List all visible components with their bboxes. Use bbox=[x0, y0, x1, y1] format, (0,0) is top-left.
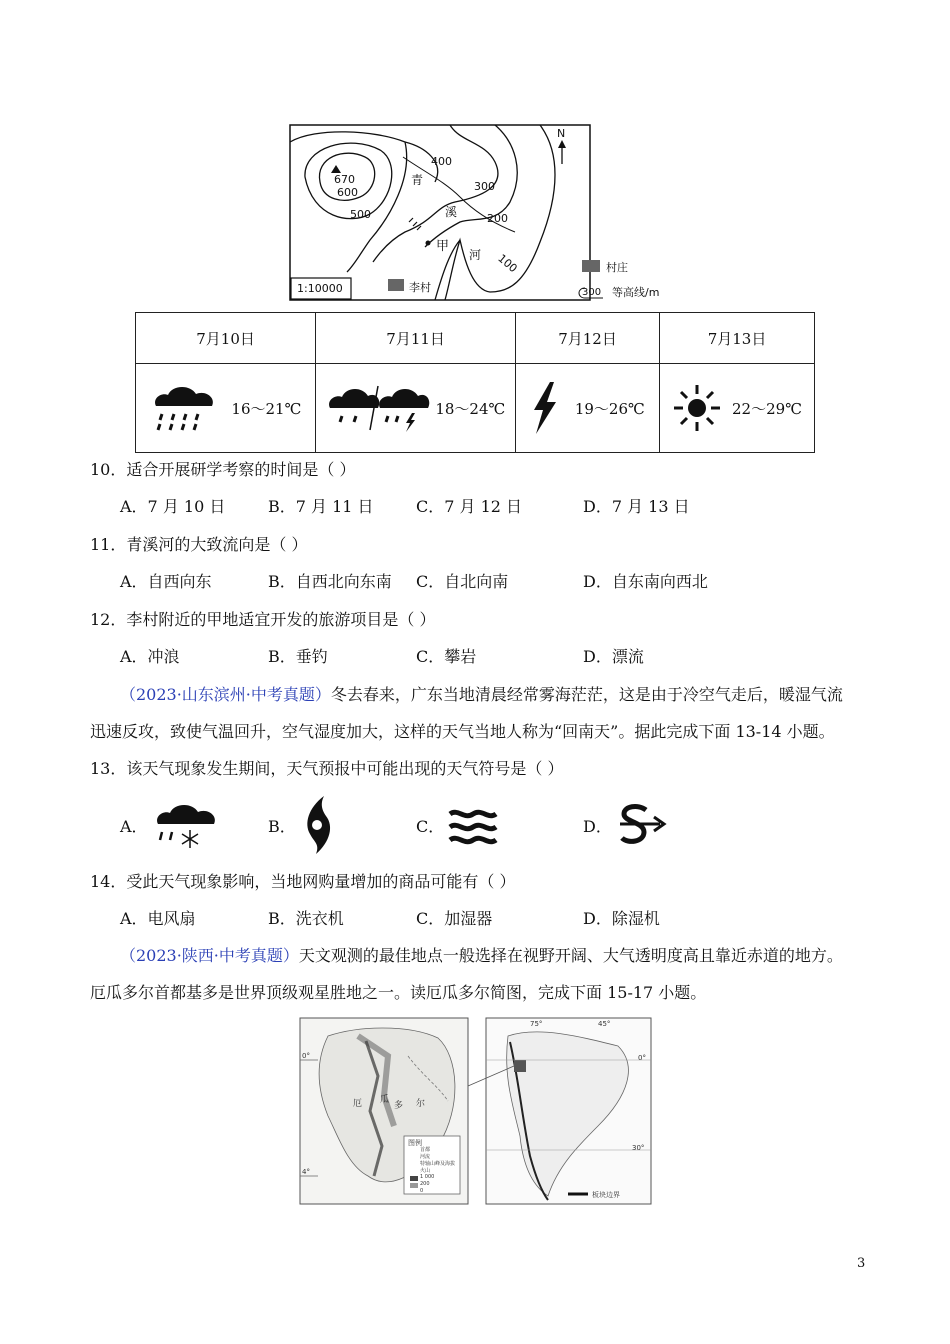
option-b[interactable]: B．7 月 11 日 bbox=[268, 497, 374, 516]
thunderstorm-icon bbox=[326, 382, 430, 434]
legend-height: 200 bbox=[420, 1181, 430, 1187]
legend-height: 1 000 bbox=[420, 1174, 435, 1180]
option-d[interactable]: D．除湿机 bbox=[583, 909, 660, 928]
option-d[interactable]: D．自东南向西北 bbox=[583, 572, 708, 591]
option-d[interactable]: D．7 月 13 日 bbox=[583, 497, 690, 516]
passage-13-14 bbox=[120, 685, 880, 705]
village-name-label: 李村 bbox=[409, 281, 431, 294]
option-b[interactable]: B．自西北向东南 bbox=[268, 572, 392, 591]
date-cell: 7月12日 bbox=[516, 313, 660, 364]
temperature-range: 19～26℃ bbox=[574, 399, 645, 418]
date-cell: 7月10日 bbox=[136, 313, 316, 364]
option-b[interactable]: B．洗衣机 bbox=[268, 909, 344, 928]
passage-line: 冬去春来，广东当地清晨经常雾海茫茫，这是由于冷空气走后，暖湿气流 bbox=[330, 685, 843, 704]
legend-height: 0 bbox=[420, 1188, 424, 1194]
question-10-stem: 10．适合开展研学考察的时间是（ ） bbox=[90, 460, 356, 479]
weather-cell bbox=[516, 364, 660, 453]
date-cell: 7月11日 bbox=[316, 313, 516, 364]
lon-label: 45° bbox=[598, 1020, 611, 1028]
rain-snow-icon bbox=[152, 800, 222, 856]
contour-600-label: 600 bbox=[337, 186, 358, 199]
option-a[interactable]: A．冲浪 bbox=[120, 647, 180, 666]
country-name-char: 多 bbox=[394, 1101, 404, 1111]
rain-icon bbox=[150, 382, 218, 434]
contour-200-label: 200 bbox=[487, 212, 508, 225]
contour-300-label: 300 bbox=[474, 180, 495, 193]
temperature-range: 16～21℃ bbox=[231, 399, 302, 418]
passage-line: 厄瓜多尔首都基多是世界顶级观星胜地之一。读厄瓜多尔简图，完成下面 15-17 小题。 bbox=[90, 983, 707, 1002]
legend-title: 图例 bbox=[408, 1139, 422, 1147]
option-a[interactable]: A． bbox=[120, 817, 148, 836]
passage-line: 天文观测的最佳地点一般选择在视野开阔、大气透明度高且靠近赤道的地方。 bbox=[298, 946, 843, 965]
question-14-stem: 14．受此天气现象影响，当地网购量增加的商品可能有（ ） bbox=[90, 872, 516, 891]
river-name-3: 河 bbox=[469, 248, 482, 262]
river-name-1: 青 bbox=[411, 173, 424, 187]
option-d[interactable]: D．漂流 bbox=[583, 647, 644, 666]
passage-line: 迅速反攻，致使气温回升，空气湿度加大，这样的天气当地人称为“回南天”。据此完成下面 13-14 小题。 bbox=[90, 722, 835, 741]
country-name-char: 厄 bbox=[353, 1099, 363, 1109]
option-b[interactable]: B． bbox=[268, 817, 296, 836]
option-c[interactable]: C．攀岩 bbox=[416, 647, 477, 666]
option-a[interactable]: A．7 月 10 日 bbox=[120, 497, 226, 516]
date-cell: 7月13日 bbox=[660, 313, 815, 364]
page-number: 3 bbox=[857, 1256, 866, 1271]
country-name-char: 尔 bbox=[416, 1099, 426, 1109]
legend-village-label: 村庄 bbox=[606, 261, 628, 274]
passage-15-17 bbox=[120, 946, 843, 966]
contour-100-label: 100 bbox=[495, 251, 520, 276]
option-c[interactable]: C．自北向南 bbox=[416, 572, 509, 591]
legend-volcano: 火山 bbox=[420, 1168, 431, 1174]
sandstorm-icon bbox=[616, 802, 668, 848]
option-c[interactable]: C．加湿器 bbox=[416, 909, 493, 928]
contour-400-label: 400 bbox=[431, 155, 452, 168]
lat-label: 0° bbox=[638, 1054, 646, 1062]
question-11-stem: 11．青溪河的大致流向是（ ） bbox=[90, 535, 308, 554]
source-citation: （2023·山东滨州·中考真题） bbox=[120, 685, 331, 704]
country-name-char: 瓜 bbox=[380, 1095, 390, 1105]
option-a[interactable]: A．自西向东 bbox=[120, 572, 212, 591]
summit-label: 670 bbox=[334, 173, 355, 186]
river-name-2: 溪 bbox=[445, 205, 458, 219]
legend-contour-label: 等高线/m bbox=[612, 286, 660, 299]
option-c[interactable]: C． bbox=[416, 817, 445, 836]
typhoon-icon bbox=[296, 794, 336, 856]
contour-500-label: 500 bbox=[350, 208, 371, 221]
legend-capital: 首都 bbox=[420, 1147, 431, 1153]
weather-cell bbox=[316, 364, 516, 453]
source-citation: （2023·陕西·中考真题） bbox=[120, 946, 299, 965]
temperature-range: 22～29℃ bbox=[732, 399, 802, 418]
lat-label: 30° bbox=[632, 1144, 645, 1152]
sun-icon bbox=[672, 383, 722, 433]
lat-label: 0° bbox=[302, 1052, 310, 1060]
lightning-icon bbox=[530, 380, 560, 436]
legend-plate-boundary: 板块边界 bbox=[592, 1191, 620, 1199]
lat-label: 4° bbox=[302, 1168, 310, 1176]
temperature-range: 18～24℃ bbox=[435, 399, 506, 418]
legend-contour-number: 300 bbox=[582, 287, 602, 298]
legend-river: 河流 bbox=[420, 1154, 431, 1160]
question-12-stem: 12．李村附近的甲地适宜开发的旅游项目是（ ） bbox=[90, 610, 436, 629]
option-b[interactable]: B．垂钓 bbox=[268, 647, 328, 666]
fog-icon bbox=[446, 806, 500, 848]
north-label: N bbox=[557, 127, 566, 140]
legend-peak: 特轴山峰及海拔 bbox=[420, 1161, 456, 1167]
site-jia-label: 甲 bbox=[436, 239, 450, 254]
question-13-stem: 13．该天气现象发生期间，天气预报中可能出现的天气符号是（ ） bbox=[90, 759, 564, 778]
weather-cell bbox=[660, 364, 815, 453]
weather-cell bbox=[136, 364, 316, 453]
weather-forecast-table bbox=[135, 312, 815, 453]
option-c[interactable]: C．7 月 12 日 bbox=[416, 497, 523, 516]
scale-label: 1:10000 bbox=[297, 282, 343, 295]
option-a[interactable]: A．电风扇 bbox=[120, 909, 196, 928]
lon-label: 75° bbox=[530, 1020, 543, 1028]
option-d[interactable]: D． bbox=[583, 817, 612, 836]
